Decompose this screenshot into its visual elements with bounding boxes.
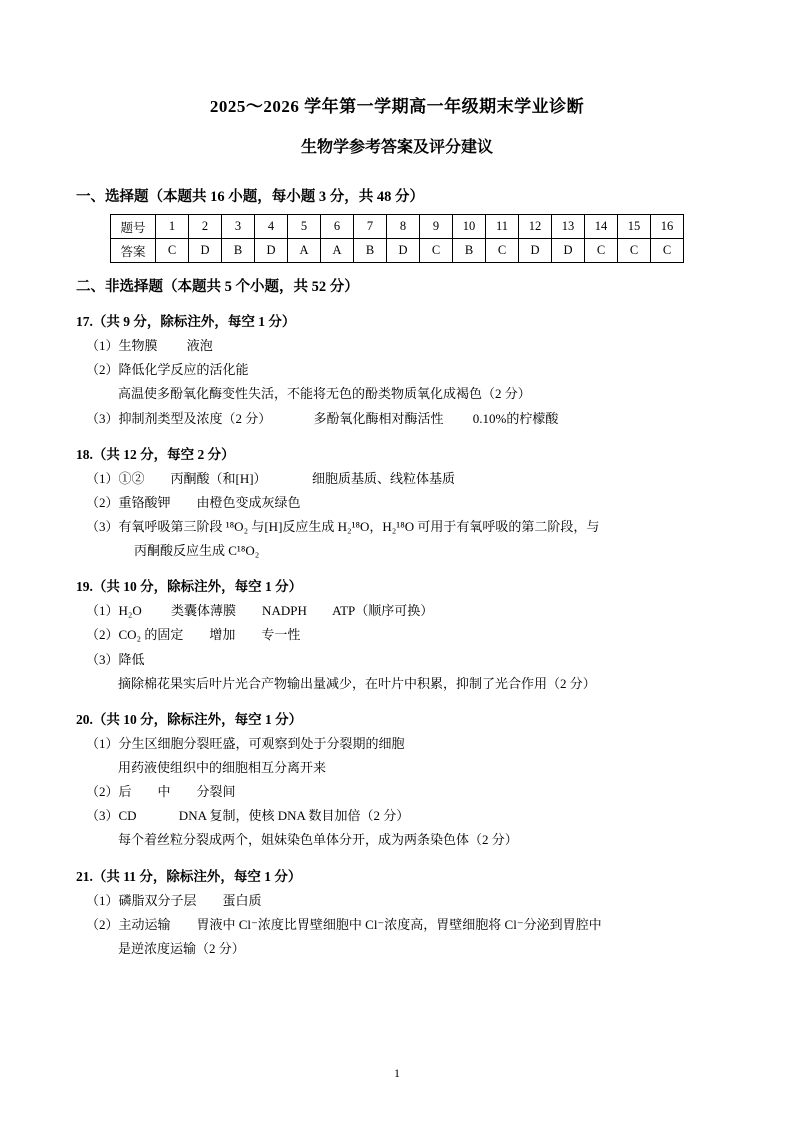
answer-line: 丙酮酸反应生成 C¹⁸O₂ [134, 543, 260, 559]
answer-line: （3）CD DNA 复制，使核 DNA 数目加倍（2 分） [86, 808, 410, 824]
question-head-20: 20.（共 10 分，除标注外，每空 1 分） [76, 711, 303, 727]
answer-line: 是逆浓度运输（2 分） [118, 940, 245, 956]
table-cell: 1 [156, 215, 189, 239]
table-cell: C [651, 239, 684, 263]
table-cell: 12 [519, 215, 552, 239]
answer-line: （2）降低化学反应的活化能 [86, 362, 249, 378]
table-cell: C [486, 239, 519, 263]
answer-line: （1）生物膜 液泡 [86, 338, 213, 354]
answer-line: （2）后 中 分裂间 [86, 784, 236, 800]
answer-line: （2）重铬酸钾 由橙色变成灰绿色 [86, 494, 301, 510]
answer-line: 用药液使组织中的细胞相互分离开来 [118, 760, 327, 776]
answer-line: 摘除棉花果实后叶片光合产物输出量减少，在叶片中积累，抑制了光合作用（2 分） [118, 675, 596, 691]
table-cell: C [585, 239, 618, 263]
table-row-answers [111, 239, 684, 263]
answer-line: 每个着丝粒分裂成两个，姐妹染色单体分开，成为两条染色体（2 分） [118, 832, 518, 848]
answer-line: （1）磷脂双分子层 蛋白质 [86, 892, 262, 908]
table-cell: C [156, 239, 189, 263]
table-cell: 16 [651, 215, 684, 239]
table-cell: 9 [420, 215, 453, 239]
table-row-numbers [111, 215, 684, 239]
section-heading-choice: 一、选择题（本题共 16 小题，每小题 3 分，共 48 分） [76, 189, 424, 206]
table-head-question-number: 题号 [111, 215, 156, 239]
table-cell: 6 [321, 215, 354, 239]
answer-line: （3）降低 [86, 651, 145, 667]
table-cell: C [618, 239, 651, 263]
answer-line: （2）主动运输 胃液中 Cl⁻浓度比胃壁细胞中 Cl⁻浓度高，胃壁细胞将 Cl⁻分泌到胃腔中 [86, 916, 602, 932]
table-cell: 8 [387, 215, 420, 239]
page-number: 1 [394, 1066, 400, 1080]
table-cell: B [453, 239, 486, 263]
table-cell: A [288, 239, 321, 263]
question-head-18: 18.（共 12 分，每空 2 分） [76, 446, 235, 462]
table-cell: A [321, 239, 354, 263]
table-cell: B [222, 239, 255, 263]
table-cell: D [387, 239, 420, 263]
question-head-19: 19.（共 10 分，除标注外，每空 1 分） [76, 579, 303, 595]
question-head-21: 21.（共 11 分，除标注外，每空 1 分） [76, 868, 302, 884]
answer-line: 高温使多酚氧化酶变性失活，不能将无色的酚类物质氧化成褐色（2 分） [118, 386, 531, 402]
section-heading-non-choice: 二、非选择题（本题共 5 个小题，共 52 分） [76, 279, 359, 296]
table-cell: 7 [354, 215, 387, 239]
table-cell: D [519, 239, 552, 263]
table-cell: 13 [552, 215, 585, 239]
answer-line: （1）H₂O 类囊体薄膜 NADPH ATP（顺序可换） [86, 603, 434, 619]
table-cell: 15 [618, 215, 651, 239]
table-head-answer: 答案 [111, 239, 156, 263]
table-cell: 11 [486, 215, 519, 239]
table-cell: D [189, 239, 222, 263]
table-cell: B [354, 239, 387, 263]
table-cell: D [255, 239, 288, 263]
page-subtitle: 生物学参考答案及评分建议 [300, 138, 493, 156]
table-cell: 10 [453, 215, 486, 239]
answer-line: （3）有氧呼吸第三阶段 ¹⁸O₂ 与[H]反应生成 H₂¹⁸O，H₂¹⁸O 可用于有氧呼吸的第二阶段，与 [86, 519, 600, 535]
answer-key-table [110, 214, 684, 263]
table-cell: 3 [222, 215, 255, 239]
question-head-17: 17.（共 9 分，除标注外，每空 1 分） [76, 314, 296, 330]
table-cell: 2 [189, 215, 222, 239]
answer-line: （1）①② 丙酮酸（和[H]） 细胞质基质、线粒体基质 [86, 470, 456, 486]
answer-line: （2）CO₂ 的固定 增加 专一性 [86, 627, 301, 643]
answer-line: （3）抑制剂类型及浓度（2 分） 多酚氧化酶相对酶活性 0.10%的柠檬酸 [86, 410, 559, 426]
table-cell: 5 [288, 215, 321, 239]
table-cell: C [420, 239, 453, 263]
table-cell: D [552, 239, 585, 263]
table-cell: 14 [585, 215, 618, 239]
page-title: 2025～2026 学年第一学期高一年级期末学业诊断 [209, 97, 585, 116]
table-cell: 4 [255, 215, 288, 239]
answer-line: （1）分生区细胞分裂旺盛，可观察到处于分裂期的细胞 [86, 735, 405, 751]
